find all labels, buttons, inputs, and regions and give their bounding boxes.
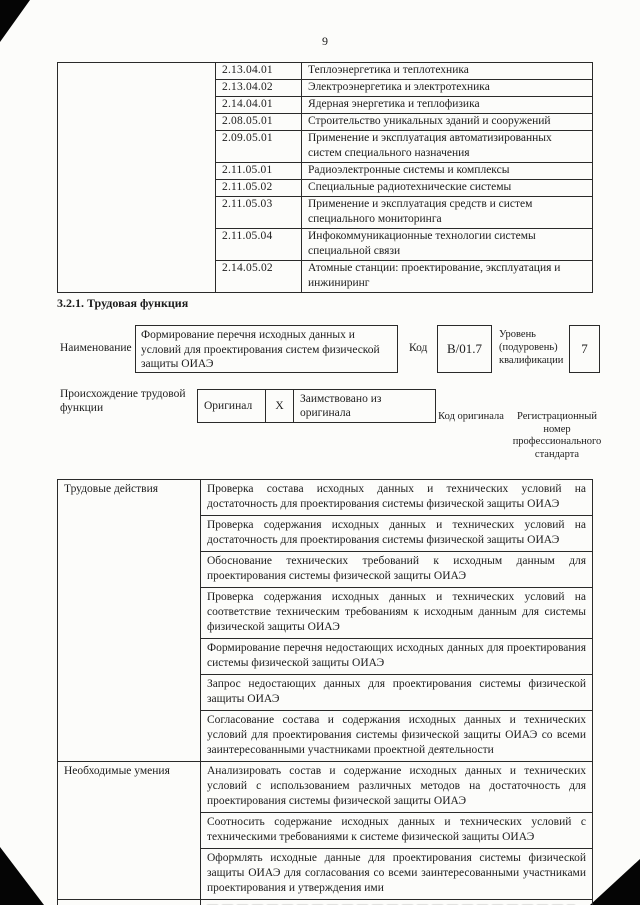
cutoff-text-smudge: [201, 900, 593, 905]
registration-number-label: Регистрационный номер профессионального стандарта: [512, 411, 602, 460]
code-cell: 2.08.05.01: [216, 114, 302, 131]
description-cell: Применение и эксплуатация автоматизированных систем специального назначения: [302, 131, 593, 163]
code-cell: 2.11.05.01: [216, 163, 302, 180]
description-cell: Электроэнергетика и электротехника: [302, 80, 593, 97]
function-name-label: Наименование: [60, 342, 132, 354]
labor-action-item: Проверка содержания исходных данных и технических условий на соответствие техническим требованиям к исходным данным для системы физической защиты ОИАЭ: [201, 588, 593, 639]
code-cell: 2.09.05.01: [216, 131, 302, 163]
labor-action-item: Формирование перечня недостающих исходных данных для проектирования системы физической защиты ОИАЭ: [201, 639, 593, 675]
function-code-label: Код: [409, 342, 428, 354]
labor-action-item: Запрос недостающих данных для проектирования системы физической защиты ОИАЭ: [201, 675, 593, 711]
origin-borrowed-cell: Заимствовано из оригинала: [294, 390, 436, 423]
scan-artifact-top-left: [0, 0, 30, 42]
origin-table: [197, 389, 436, 423]
labor-action-item: Проверка содержания исходных данных и технических условий на достаточность для проектирования системы физической защиты ОИАЭ: [201, 516, 593, 552]
origin-original-cell: Оригинал: [198, 390, 266, 423]
description-cell: Атомные станции: проектирование, эксплуатация и инжиниринг: [302, 261, 593, 293]
labor-action-item: Проверка состава исходных данных и технических условий на достаточность для проектирования системы физической защиты ОИАЭ: [201, 480, 593, 516]
code-original-label: Код оригинала: [438, 411, 504, 422]
section-heading: 3.2.1. Трудовая функция: [57, 296, 189, 310]
description-cell: Применение и эксплуатация средств и систем специального мониторинга: [302, 197, 593, 229]
code-cell: 2.14.05.02: [216, 261, 302, 293]
scan-artifact-bottom-left: [0, 847, 44, 905]
table-row: [58, 762, 593, 813]
qualification-level-label: Уровень (подуровень) квалификации: [499, 329, 564, 366]
empty-cell: [58, 900, 201, 905]
empty-cell: [58, 63, 216, 293]
code-cell: 2.13.04.01: [216, 63, 302, 80]
description-cell: Теплоэнергетика и теплотехника: [302, 63, 593, 80]
labor-action-item: Согласование состава и содержания исходных данных и технических условий для проектирования системы физической защиты ОИАЭ со всеми заинтересованными участниками проектной деятельности: [201, 711, 593, 762]
description-cell: Инфокоммуникационные технологии системы специальной связи: [302, 229, 593, 261]
code-cell: 2.11.05.03: [216, 197, 302, 229]
code-cell: 2.11.05.04: [216, 229, 302, 261]
cutoff-row: [58, 900, 593, 905]
row-group-label-actions: Трудовые действия: [58, 480, 201, 762]
function-name-value: Формирование перечня исходных данных и условий для проектирования систем физической защиты ОИАЭ: [135, 325, 398, 373]
code-cell: 2.13.04.02: [216, 80, 302, 97]
description-cell: Специальные радиотехнические системы: [302, 180, 593, 197]
function-code-value: В/01.7: [437, 325, 492, 373]
required-skill-item: Анализировать состав и содержание исходных данных и технических условий с использованием различных методов на достаточность для проектирования системы физической защиты ОИАЭ: [201, 762, 593, 813]
labor-action-item: Обоснование технических требований к исходным данным для проектирования системы физической защиты ОИАЭ: [201, 552, 593, 588]
qualification-level-value: 7: [569, 325, 600, 373]
origin-label: Происхождение трудовой функции: [60, 388, 186, 414]
labor-function-details-table: [57, 479, 593, 905]
page-number: 9: [322, 34, 328, 48]
description-cell: Строительство уникальных зданий и сооружений: [302, 114, 593, 131]
description-cell: Ядерная энергетика и теплофизика: [302, 97, 593, 114]
description-cell: Радиоэлектронные системы и комплексы: [302, 163, 593, 180]
required-skill-item: Оформлять исходные данные для проектирования системы физической защиты ОИАЭ для согласования со всеми заинтересованными участниками проектирования и утверждения ими: [201, 849, 593, 900]
table-row: [58, 480, 593, 516]
code-cell: 2.11.05.02: [216, 180, 302, 197]
scan-artifact-bottom-right: [590, 859, 640, 905]
table-row: [58, 63, 593, 80]
row-group-label-skills: Необходимые умения: [58, 762, 201, 900]
code-cell: 2.14.04.01: [216, 97, 302, 114]
table-row: [198, 390, 436, 423]
classification-codes-table: [57, 62, 593, 293]
required-skill-item: Соотносить содержание исходных данных и технических условий с техническими требованиями к системе физической защиты ОИАЭ: [201, 813, 593, 849]
origin-original-mark: X: [266, 390, 294, 423]
